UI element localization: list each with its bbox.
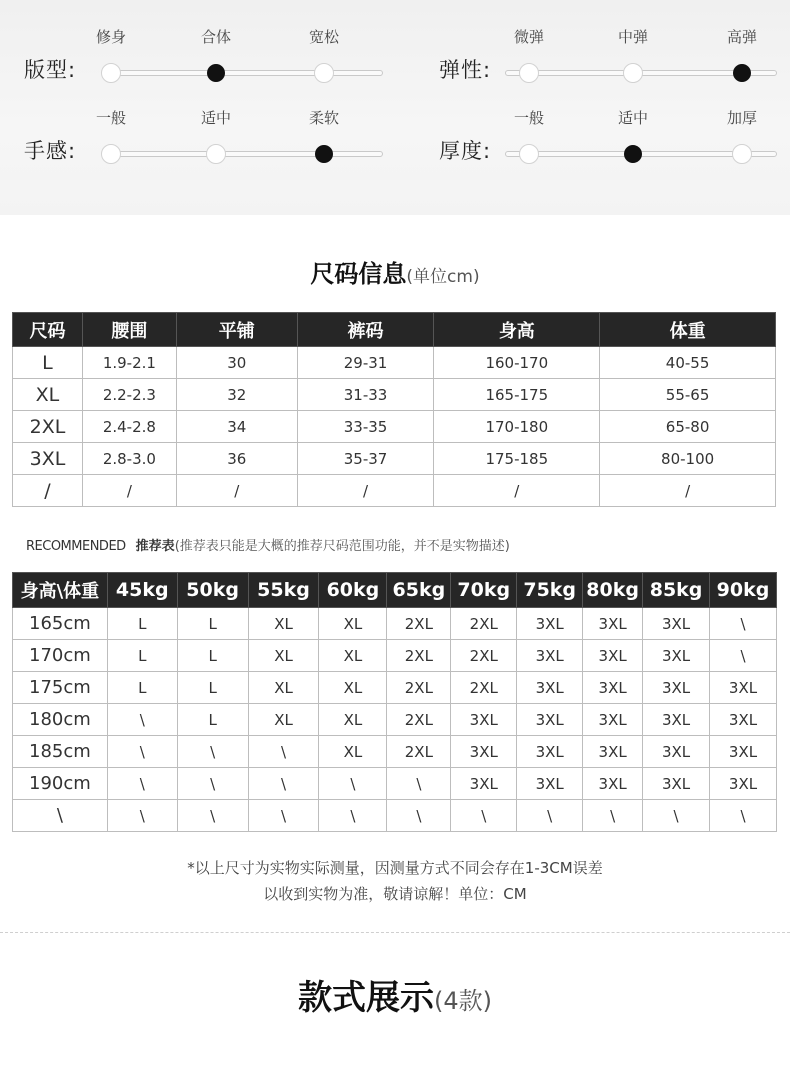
header-cell: 65kg (387, 573, 451, 608)
table-cell: / (176, 475, 297, 507)
table-cell: 2XL (387, 672, 451, 704)
size-section-title (0, 254, 790, 289)
header-cell: 身高\体重 (13, 573, 108, 608)
table-cell: 2XL (13, 411, 83, 443)
table-cell: 29-31 (297, 347, 434, 379)
height-cell: 185cm (13, 736, 108, 768)
header-cell: 腰围 (82, 313, 176, 347)
table-cell: 3XL (583, 704, 643, 736)
table-cell: L (177, 704, 248, 736)
table-cell: 3XL (710, 672, 777, 704)
table-cell: 2XL (451, 640, 517, 672)
table-cell: 3XL (517, 768, 583, 800)
recommend-zh: 推荐表 (135, 539, 175, 554)
header-cell: 身高 (434, 313, 600, 347)
table-cell: L (177, 672, 248, 704)
recommend-heading (26, 535, 510, 554)
slider-option: 适中 (617, 109, 648, 127)
table-cell: \ (583, 800, 643, 832)
table-cell: 35-37 (297, 443, 434, 475)
table-cell: 3XL (517, 672, 583, 704)
table-cell: 2XL (387, 608, 451, 640)
slider-dot-selected (624, 145, 642, 163)
slider-option: 合体 (200, 28, 231, 46)
table-cell: XL (13, 379, 83, 411)
slider-option: 一般 (95, 109, 126, 127)
slider-option: 适中 (200, 109, 231, 127)
slider-option: 高弹 (726, 28, 757, 46)
header-cell: 85kg (643, 573, 710, 608)
table-cell: \ (177, 736, 248, 768)
size-unit: (单位cm) (406, 267, 480, 287)
table-cell: XL (319, 608, 387, 640)
slider-fit (24, 26, 384, 86)
slider-dot (732, 144, 752, 164)
recommend-note: (推荐表只能是大概的推荐尺码范围功能，并不是实物描述) (174, 539, 510, 554)
table-cell: \ (107, 800, 177, 832)
table-cell: 3XL (583, 736, 643, 768)
header-cell: 50kg (177, 573, 248, 608)
table-cell: \ (517, 800, 583, 832)
size-table-header (13, 313, 776, 347)
table-cell: \ (643, 800, 710, 832)
table-cell: \ (710, 608, 777, 640)
table-cell: 2XL (451, 608, 517, 640)
height-cell: 165cm (13, 608, 108, 640)
slider-label: 弹性: (439, 58, 492, 82)
slider-dot (519, 63, 539, 83)
recommend-en: RECOMMENDED (26, 539, 126, 554)
table-cell: L (177, 608, 248, 640)
slider-option: 加厚 (726, 109, 757, 127)
footnote-line-1: *以上尺寸为实物实际测量，因测量方式不同会存在1-3CM误差 (187, 859, 603, 877)
height-cell: 175cm (13, 672, 108, 704)
style-count: (4款) (434, 987, 492, 1015)
table-cell: / (82, 475, 176, 507)
slider-dot (101, 63, 121, 83)
table-cell: 3XL (517, 608, 583, 640)
header-cell: 45kg (107, 573, 177, 608)
slider-dot (314, 63, 334, 83)
table-cell: 170-180 (434, 411, 600, 443)
table-cell: 3XL (643, 768, 710, 800)
table-cell: 3XL (583, 672, 643, 704)
table-cell: 3XL (643, 704, 710, 736)
recommend-table (12, 572, 777, 832)
table-cell: L (107, 672, 177, 704)
height-cell: 190cm (13, 768, 108, 800)
header-cell: 平铺 (176, 313, 297, 347)
table-cell: 3XL (517, 704, 583, 736)
header-cell: 90kg (710, 573, 777, 608)
slider-option: 宽松 (308, 28, 339, 46)
slider-option: 一般 (513, 109, 544, 127)
table-cell: L (177, 640, 248, 672)
table-cell: 55-65 (600, 379, 776, 411)
slider-track (111, 70, 383, 76)
height-cell: 180cm (13, 704, 108, 736)
table-cell: 3XL (583, 768, 643, 800)
table-cell: 2XL (387, 640, 451, 672)
table-cell: 2XL (387, 704, 451, 736)
slider-dot (519, 144, 539, 164)
table-cell: 3XL (517, 640, 583, 672)
header-cell: 70kg (451, 573, 517, 608)
table-cell: XL (248, 672, 319, 704)
table-cell: / (13, 475, 83, 507)
header-cell: 55kg (248, 573, 319, 608)
table-cell: 175-185 (434, 443, 600, 475)
header-cell: 体重 (600, 313, 776, 347)
height-cell: 170cm (13, 640, 108, 672)
table-cell: 2.4-2.8 (82, 411, 176, 443)
table-row (13, 443, 776, 475)
table-cell: 31-33 (297, 379, 434, 411)
table-cell: 3XL (583, 608, 643, 640)
table-cell: XL (248, 640, 319, 672)
table-cell: 34 (176, 411, 297, 443)
size-table (12, 312, 776, 507)
table-cell: \ (387, 768, 451, 800)
table-cell: 3XL (710, 736, 777, 768)
table-cell: XL (248, 608, 319, 640)
slider-thickness (439, 107, 790, 167)
table-cell: 3XL (583, 640, 643, 672)
table-row (13, 608, 777, 640)
recommend-table-header (13, 573, 777, 608)
fabric-attributes-panel (0, 0, 790, 215)
table-row (13, 736, 777, 768)
height-cell: \ (13, 800, 108, 832)
table-cell: 30 (176, 347, 297, 379)
table-row (13, 347, 776, 379)
slider-option: 中弹 (617, 28, 648, 46)
style-section-title (0, 970, 790, 1019)
slider-label: 手感: (24, 139, 77, 163)
table-cell: 2XL (451, 672, 517, 704)
header-cell: 裤码 (297, 313, 434, 347)
table-cell: 33-35 (297, 411, 434, 443)
table-cell: L (13, 347, 83, 379)
header-cell: 60kg (319, 573, 387, 608)
table-cell: 2.8-3.0 (82, 443, 176, 475)
header-cell: 80kg (583, 573, 643, 608)
slider-option: 微弹 (513, 28, 544, 46)
table-cell: 32 (176, 379, 297, 411)
header-cell: 75kg (517, 573, 583, 608)
slider-label: 厚度: (439, 139, 492, 163)
slider-dot (206, 144, 226, 164)
table-cell: 3XL (451, 736, 517, 768)
table-cell: 80-100 (600, 443, 776, 475)
table-cell: 3XL (710, 768, 777, 800)
size-title: 尺码信息 (310, 260, 407, 288)
table-cell: XL (319, 704, 387, 736)
table-cell: 36 (176, 443, 297, 475)
table-cell: 3XL (451, 704, 517, 736)
slider-label: 版型: (24, 58, 77, 82)
table-cell: \ (710, 640, 777, 672)
table-cell: / (600, 475, 776, 507)
table-cell: \ (319, 768, 387, 800)
table-cell: 1.9-2.1 (82, 347, 176, 379)
slider-track (111, 151, 383, 157)
table-cell: \ (177, 768, 248, 800)
table-cell: \ (248, 768, 319, 800)
slider-dot-selected (315, 145, 333, 163)
table-cell: \ (107, 736, 177, 768)
table-cell: XL (248, 704, 319, 736)
table-row (13, 640, 777, 672)
table-cell: \ (177, 800, 248, 832)
table-cell: 3XL (643, 640, 710, 672)
table-cell: 3XL (643, 736, 710, 768)
table-row (13, 475, 776, 507)
table-cell: 160-170 (434, 347, 600, 379)
slider-option: 柔软 (308, 109, 339, 127)
slider-dot (101, 144, 121, 164)
table-cell: 3XL (517, 736, 583, 768)
table-row (13, 411, 776, 443)
table-cell: 3XL (13, 443, 83, 475)
table-cell: L (107, 608, 177, 640)
table-cell: 3XL (643, 608, 710, 640)
slider-dot-selected (733, 64, 751, 82)
table-cell: \ (107, 704, 177, 736)
slider-elasticity (439, 26, 790, 86)
table-cell: \ (451, 800, 517, 832)
table-cell: / (434, 475, 600, 507)
header-cell: 尺码 (13, 313, 83, 347)
slider-dot-selected (207, 64, 225, 82)
footnote-line-2: 以收到实物为准，敬请谅解！单位：CM (263, 885, 527, 903)
table-row (13, 704, 777, 736)
table-row (13, 672, 777, 704)
table-cell: 2.2-2.3 (82, 379, 176, 411)
slider-hand-feel (24, 107, 384, 167)
table-cell: \ (107, 768, 177, 800)
table-cell: XL (319, 640, 387, 672)
table-cell: / (297, 475, 434, 507)
slider-dot (623, 63, 643, 83)
table-cell: 2XL (387, 736, 451, 768)
table-cell: 65-80 (600, 411, 776, 443)
table-cell: \ (248, 800, 319, 832)
table-cell: \ (248, 736, 319, 768)
table-cell: \ (387, 800, 451, 832)
table-cell: 165-175 (434, 379, 600, 411)
table-cell: 3XL (643, 672, 710, 704)
table-cell: XL (319, 672, 387, 704)
table-row (13, 768, 777, 800)
table-row (13, 800, 777, 832)
table-cell: \ (319, 800, 387, 832)
slider-option: 修身 (95, 28, 126, 46)
table-cell: 40-55 (600, 347, 776, 379)
table-cell: 3XL (710, 704, 777, 736)
table-cell: 3XL (451, 768, 517, 800)
table-row (13, 379, 776, 411)
table-cell: XL (319, 736, 387, 768)
style-title: 款式展示 (298, 978, 434, 1018)
table-cell: \ (710, 800, 777, 832)
table-cell: L (107, 640, 177, 672)
divider (0, 932, 790, 933)
